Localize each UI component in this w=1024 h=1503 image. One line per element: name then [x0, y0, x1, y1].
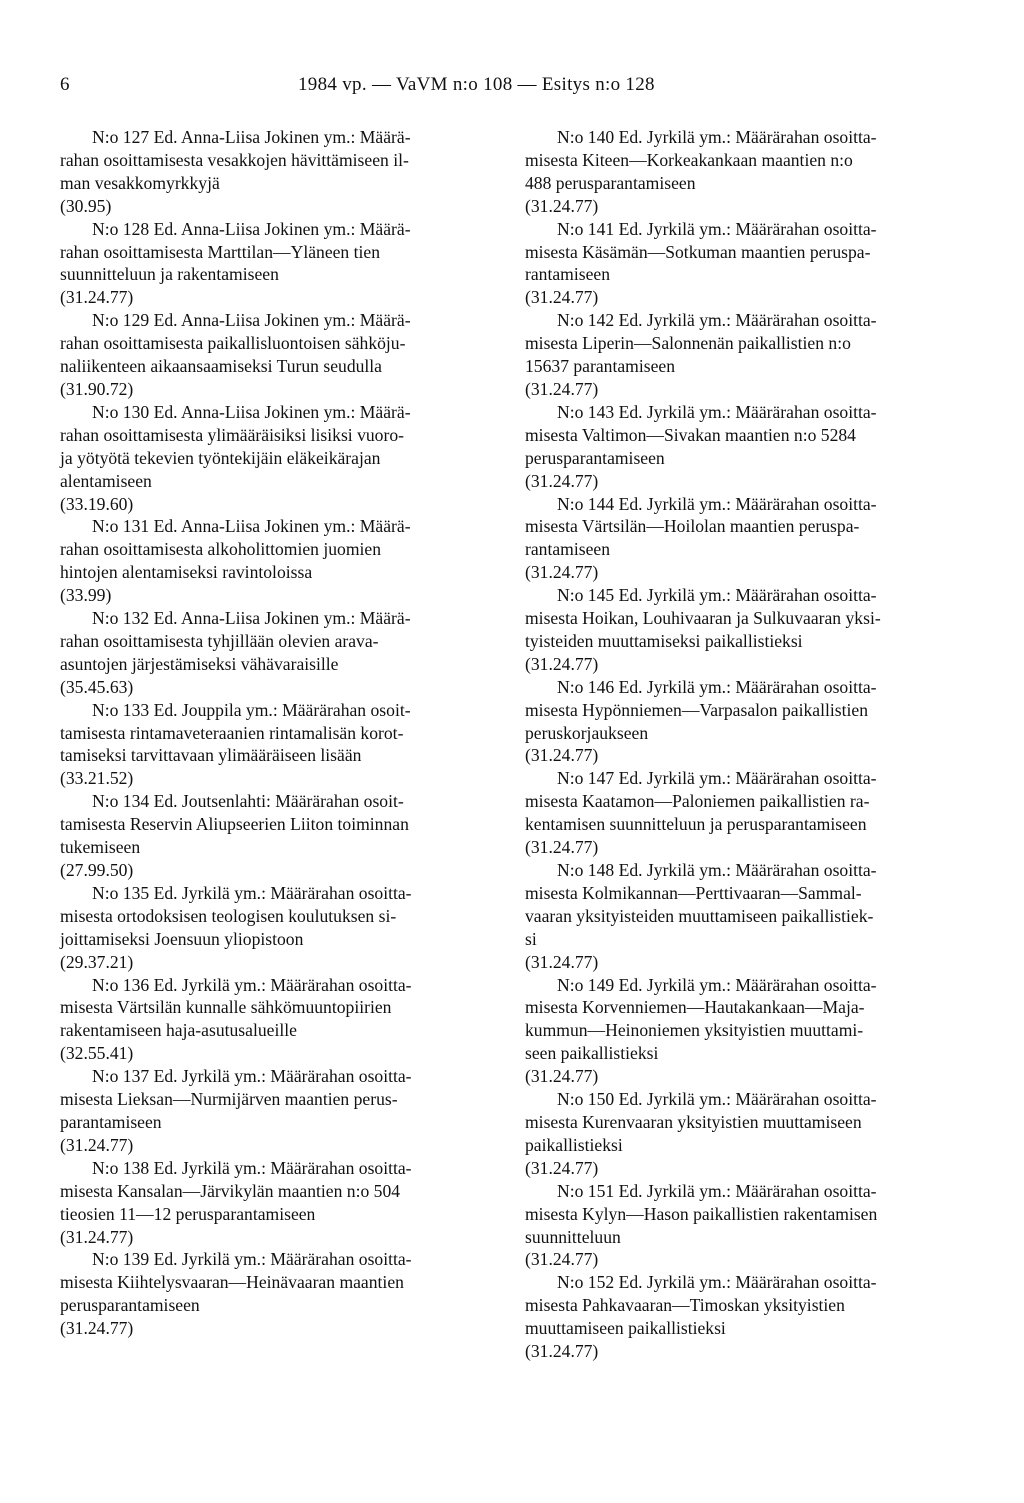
motion-text-line: misesta Korvenniemen—Hautakankaan—Maja-	[525, 997, 865, 1018]
budget-code: (27.99.50)	[60, 860, 134, 880]
motion-text-line: misesta ortodoksisen teologisen koulutuksen si-	[60, 905, 397, 926]
motion-text-line: misesta Liperin—Salonnenän paikallistien n:o	[525, 333, 851, 354]
motion-text-line: misesta Kiteen—Korkeakankaan maantien n:o	[525, 149, 853, 170]
motion-text-line: misesta Pahkavaaran—Timoskan yksityistien	[525, 1295, 845, 1316]
motion-heading-line: N:o 142 Ed. Jyrkilä ym.: Määrärahan osoitta-	[557, 310, 877, 331]
motion-text-line: si	[525, 928, 537, 949]
budget-code: (31.24.77)	[525, 195, 599, 216]
budget-code: (31.24.77)	[525, 951, 599, 972]
motion-text-line: misesta Hypönniemen—Varpasalon paikallistien	[525, 699, 869, 720]
motion-heading-line: N:o 140 Ed. Jyrkilä ym.: Määrärahan osoitta-	[557, 127, 877, 147]
motion-entry	[525, 974, 973, 1089]
budget-code: (33.99)	[60, 585, 112, 606]
motion-entry	[525, 1180, 973, 1272]
budget-code: (31.90.72)	[60, 378, 134, 399]
motion-text-line: ja yötyötä tekevien työntekijäin eläkeikärajan	[60, 447, 381, 468]
motion-entry	[60, 1157, 508, 1249]
motion-heading-line: N:o 151 Ed. Jyrkilä ym.: Määrärahan osoitta-	[557, 1180, 877, 1201]
budget-code: (31.24.77)	[525, 745, 599, 766]
budget-code: (31.24.77)	[60, 287, 134, 308]
motion-text-line: rahan osoittamisesta ylimääräisiksi lisiksi vuoro-	[60, 424, 404, 445]
motion-text-line: misesta Käsämän—Sotkuman maantien peruspa-	[525, 241, 871, 262]
motion-text-line: kentamisen suunnitteluun ja perusparantamiseen	[525, 814, 867, 835]
motion-text-line: misesta Värtsilän kunnalle sähkömuuntopiirien	[60, 997, 392, 1018]
motion-text-line: paikallistieksi	[525, 1134, 623, 1155]
budget-code: (30.95)	[60, 195, 112, 216]
motion-text-line: rakentamiseen haja-asutusalueille	[60, 1020, 297, 1041]
motion-entry	[525, 584, 973, 676]
motion-entry	[60, 882, 508, 974]
motion-text-line: parantamiseen	[60, 1111, 162, 1132]
motion-text-line: rahan osoittamisesta vesakkojen hävittämiseen il-	[60, 149, 409, 170]
motion-heading-line: N:o 139 Ed. Jyrkilä ym.: Määrärahan osoitta-	[92, 1249, 412, 1270]
motion-heading-line: N:o 143 Ed. Jyrkilä ym.: Määrärahan osoitta-	[557, 401, 877, 422]
motion-text-line: perusparantamiseen	[60, 1295, 200, 1316]
budget-code: (33.19.60)	[60, 493, 134, 514]
page-header	[60, 74, 960, 104]
motion-text-line: rahan osoittamisesta Marttilan—Yläneen tien	[60, 241, 381, 262]
motion-text-line: misesta Hoikan, Louhivaaran ja Sulkuvaaran yksi-	[525, 608, 881, 629]
motion-text-line: kummun—Heinoniemen yksityistien muuttami-	[525, 1020, 864, 1041]
budget-code: (31.24.77)	[525, 470, 599, 491]
motion-heading-line: N:o 128 Ed. Anna-Liisa Jokinen ym.: Määrä-	[92, 218, 411, 239]
motion-heading-line: N:o 132 Ed. Anna-Liisa Jokinen ym.: Määrä-	[92, 608, 411, 629]
budget-code: (31.24.77)	[525, 837, 599, 858]
motion-heading-line: N:o 135 Ed. Jyrkilä ym.: Määrärahan osoitta-	[92, 882, 412, 903]
motion-text-line: seen paikallistieksi	[525, 1043, 659, 1064]
motion-entry	[60, 1065, 508, 1157]
motion-text-line: perusparantamiseen	[525, 447, 665, 468]
motion-text-line: tyisteiden muuttamiseksi paikallistieksi	[525, 630, 803, 651]
budget-code: (31.24.77)	[525, 1157, 599, 1178]
motion-text-line: joittamiseksi Joensuun yliopistoon	[60, 928, 304, 949]
motion-heading-line: N:o 147 Ed. Jyrkilä ym.: Määrärahan osoitta-	[557, 768, 877, 789]
motion-text-line: tieosien 11—12 perusparantamiseen	[60, 1203, 316, 1224]
motion-heading-line: N:o 149 Ed. Jyrkilä ym.: Määrärahan osoitta-	[557, 974, 877, 995]
budget-code: (31.24.77)	[525, 1249, 599, 1270]
running-title: 1984 vp. — VaVM n:o 108 — Esitys n:o 128	[298, 74, 655, 95]
motion-text-line: naliikenteen aikaansaamiseksi Turun seudulla	[60, 356, 382, 377]
budget-code: (31.24.77)	[525, 1066, 599, 1087]
motion-text-line: peruskorjaukseen	[525, 722, 649, 743]
motion-text-line: rantamiseen	[525, 539, 610, 560]
motion-entry	[60, 607, 508, 699]
motion-text-line: rahan osoittamisesta paikallisluontoisen sähköju-	[60, 333, 406, 354]
budget-code: (31.24.77)	[60, 1134, 134, 1155]
motion-text-line: misesta Lieksan—Nurmijärven maantien perus-	[60, 1089, 398, 1110]
motion-entry	[525, 126, 973, 218]
motion-text-line: rahan osoittamisesta tyhjillään olevien arava-	[60, 630, 379, 651]
motion-text-line: misesta Kiihtelysvaaran—Heinävaaran maantien	[60, 1272, 404, 1293]
left-column	[60, 126, 508, 1340]
motion-entry	[60, 974, 508, 1066]
motion-entry	[525, 1088, 973, 1180]
motion-entry	[525, 309, 973, 401]
motion-text-line: muuttamiseen paikallistieksi	[525, 1318, 726, 1339]
motion-heading-line: N:o 131 Ed. Anna-Liisa Jokinen ym.: Määrä-	[92, 516, 411, 537]
motion-text-line: rahan osoittamisesta alkoholittomien juomien	[60, 539, 382, 560]
motion-text-line: man vesakkomyrkkyjä	[60, 172, 220, 193]
motion-heading-line: N:o 134 Ed. Joutsenlahti: Määrärahan osoit-	[92, 791, 404, 812]
motion-text-line: misesta Kurenvaaran yksityistien muuttamiseen	[525, 1111, 862, 1132]
motion-text-line: tukemiseen	[60, 837, 141, 858]
page-number: 6	[60, 74, 70, 95]
motion-text-line: tamisesta Reservin Aliupseerien Liiton toiminnan	[60, 814, 409, 835]
motion-heading-line: N:o 130 Ed. Anna-Liisa Jokinen ym.: Määrä-	[92, 401, 411, 422]
motion-heading-line: N:o 137 Ed. Jyrkilä ym.: Määrärahan osoitta-	[92, 1066, 412, 1087]
motion-entry	[60, 790, 508, 882]
motion-heading-line: N:o 148 Ed. Jyrkilä ym.: Määrärahan osoitta-	[557, 860, 877, 880]
budget-code: (31.24.77)	[60, 1318, 134, 1339]
motion-text-line: asuntojen järjestämiseksi vähävaraisille	[60, 653, 339, 674]
motion-heading-line: N:o 127 Ed. Anna-Liisa Jokinen ym.: Määrä-	[92, 127, 411, 147]
motion-text-line: misesta Kylyn—Hason paikallistien rakentamisen	[525, 1203, 878, 1224]
motion-heading-line: N:o 136 Ed. Jyrkilä ym.: Määrärahan osoitta-	[92, 974, 412, 995]
motion-heading-line: N:o 138 Ed. Jyrkilä ym.: Määrärahan osoitta-	[92, 1157, 412, 1178]
motion-text-line: 15637 parantamiseen	[525, 356, 675, 377]
budget-code: (31.24.77)	[525, 287, 599, 308]
budget-code: (31.24.77)	[525, 562, 599, 583]
motion-text-line: vaaran yksityisteiden muuttamiseen paikallistiek-	[525, 905, 874, 926]
motion-text-line: misesta Kansalan—Järvikylän maantien n:o 504	[60, 1180, 401, 1201]
motion-text-line: tamiseksi tarvittavaan ylimääräiseen lisään	[60, 745, 362, 766]
motion-text-line: rantamiseen	[525, 264, 610, 285]
budget-code: (33.21.52)	[60, 768, 134, 789]
motion-text-line: alentamiseen	[60, 470, 152, 491]
motion-entry	[525, 401, 973, 493]
motion-text-line: suunnitteluun ja rakentamiseen	[60, 264, 279, 285]
motion-heading-line: N:o 145 Ed. Jyrkilä ym.: Määrärahan osoitta-	[557, 585, 877, 606]
budget-code: (29.37.21)	[60, 951, 134, 972]
motion-entry	[60, 515, 508, 607]
right-column	[525, 126, 973, 1363]
motion-entry	[525, 493, 973, 585]
motion-heading-line: N:o 150 Ed. Jyrkilä ym.: Määrärahan osoitta-	[557, 1089, 877, 1110]
motion-entry	[525, 1271, 973, 1363]
motion-entry	[60, 218, 508, 310]
motion-entry	[60, 401, 508, 516]
motion-text-line: suunnitteluun	[525, 1226, 621, 1247]
motion-entry	[60, 699, 508, 791]
motion-entry	[525, 767, 973, 859]
motion-heading-line: N:o 144 Ed. Jyrkilä ym.: Määrärahan osoitta-	[557, 493, 877, 514]
motion-heading-line: N:o 146 Ed. Jyrkilä ym.: Määrärahan osoitta-	[557, 676, 877, 697]
motion-text-line: misesta Värtsilän—Hoilolan maantien peruspa-	[525, 516, 860, 537]
motion-text-line: hintojen alentamiseksi ravintoloissa	[60, 562, 313, 583]
motion-text-line: misesta Valtimon—Sivakan maantien n:o 5284	[525, 424, 856, 445]
motion-heading-line: N:o 152 Ed. Jyrkilä ym.: Määrärahan osoitta-	[557, 1272, 877, 1293]
motion-text-line: 488 perusparantamiseen	[525, 172, 696, 193]
motion-text-line: misesta Kolmikannan—Perttivaaran—Sammal-	[525, 882, 862, 903]
budget-code: (31.24.77)	[525, 378, 599, 399]
motion-text-line: misesta Kaatamon—Paloniemen paikallistien ra-	[525, 791, 870, 812]
motion-entry	[525, 859, 973, 974]
motion-entry	[525, 218, 973, 310]
motion-heading-line: N:o 133 Ed. Jouppila ym.: Määrärahan osoit-	[92, 699, 411, 720]
budget-code: (35.45.63)	[60, 676, 134, 697]
motion-heading-line: N:o 129 Ed. Anna-Liisa Jokinen ym.: Määrä-	[92, 310, 411, 331]
motion-text-line: tamisesta rintamaveteraanien rintamalisän korot-	[60, 722, 404, 743]
motion-entry	[60, 1248, 508, 1340]
motion-entry	[525, 676, 973, 768]
motion-heading-line: N:o 141 Ed. Jyrkilä ym.: Määrärahan osoitta-	[557, 218, 877, 239]
motion-entry	[60, 309, 508, 401]
motion-entry	[60, 126, 508, 218]
budget-code: (32.55.41)	[60, 1043, 134, 1064]
budget-code: (31.24.77)	[525, 1341, 599, 1362]
budget-code: (31.24.77)	[60, 1226, 134, 1247]
budget-code: (31.24.77)	[525, 653, 599, 674]
